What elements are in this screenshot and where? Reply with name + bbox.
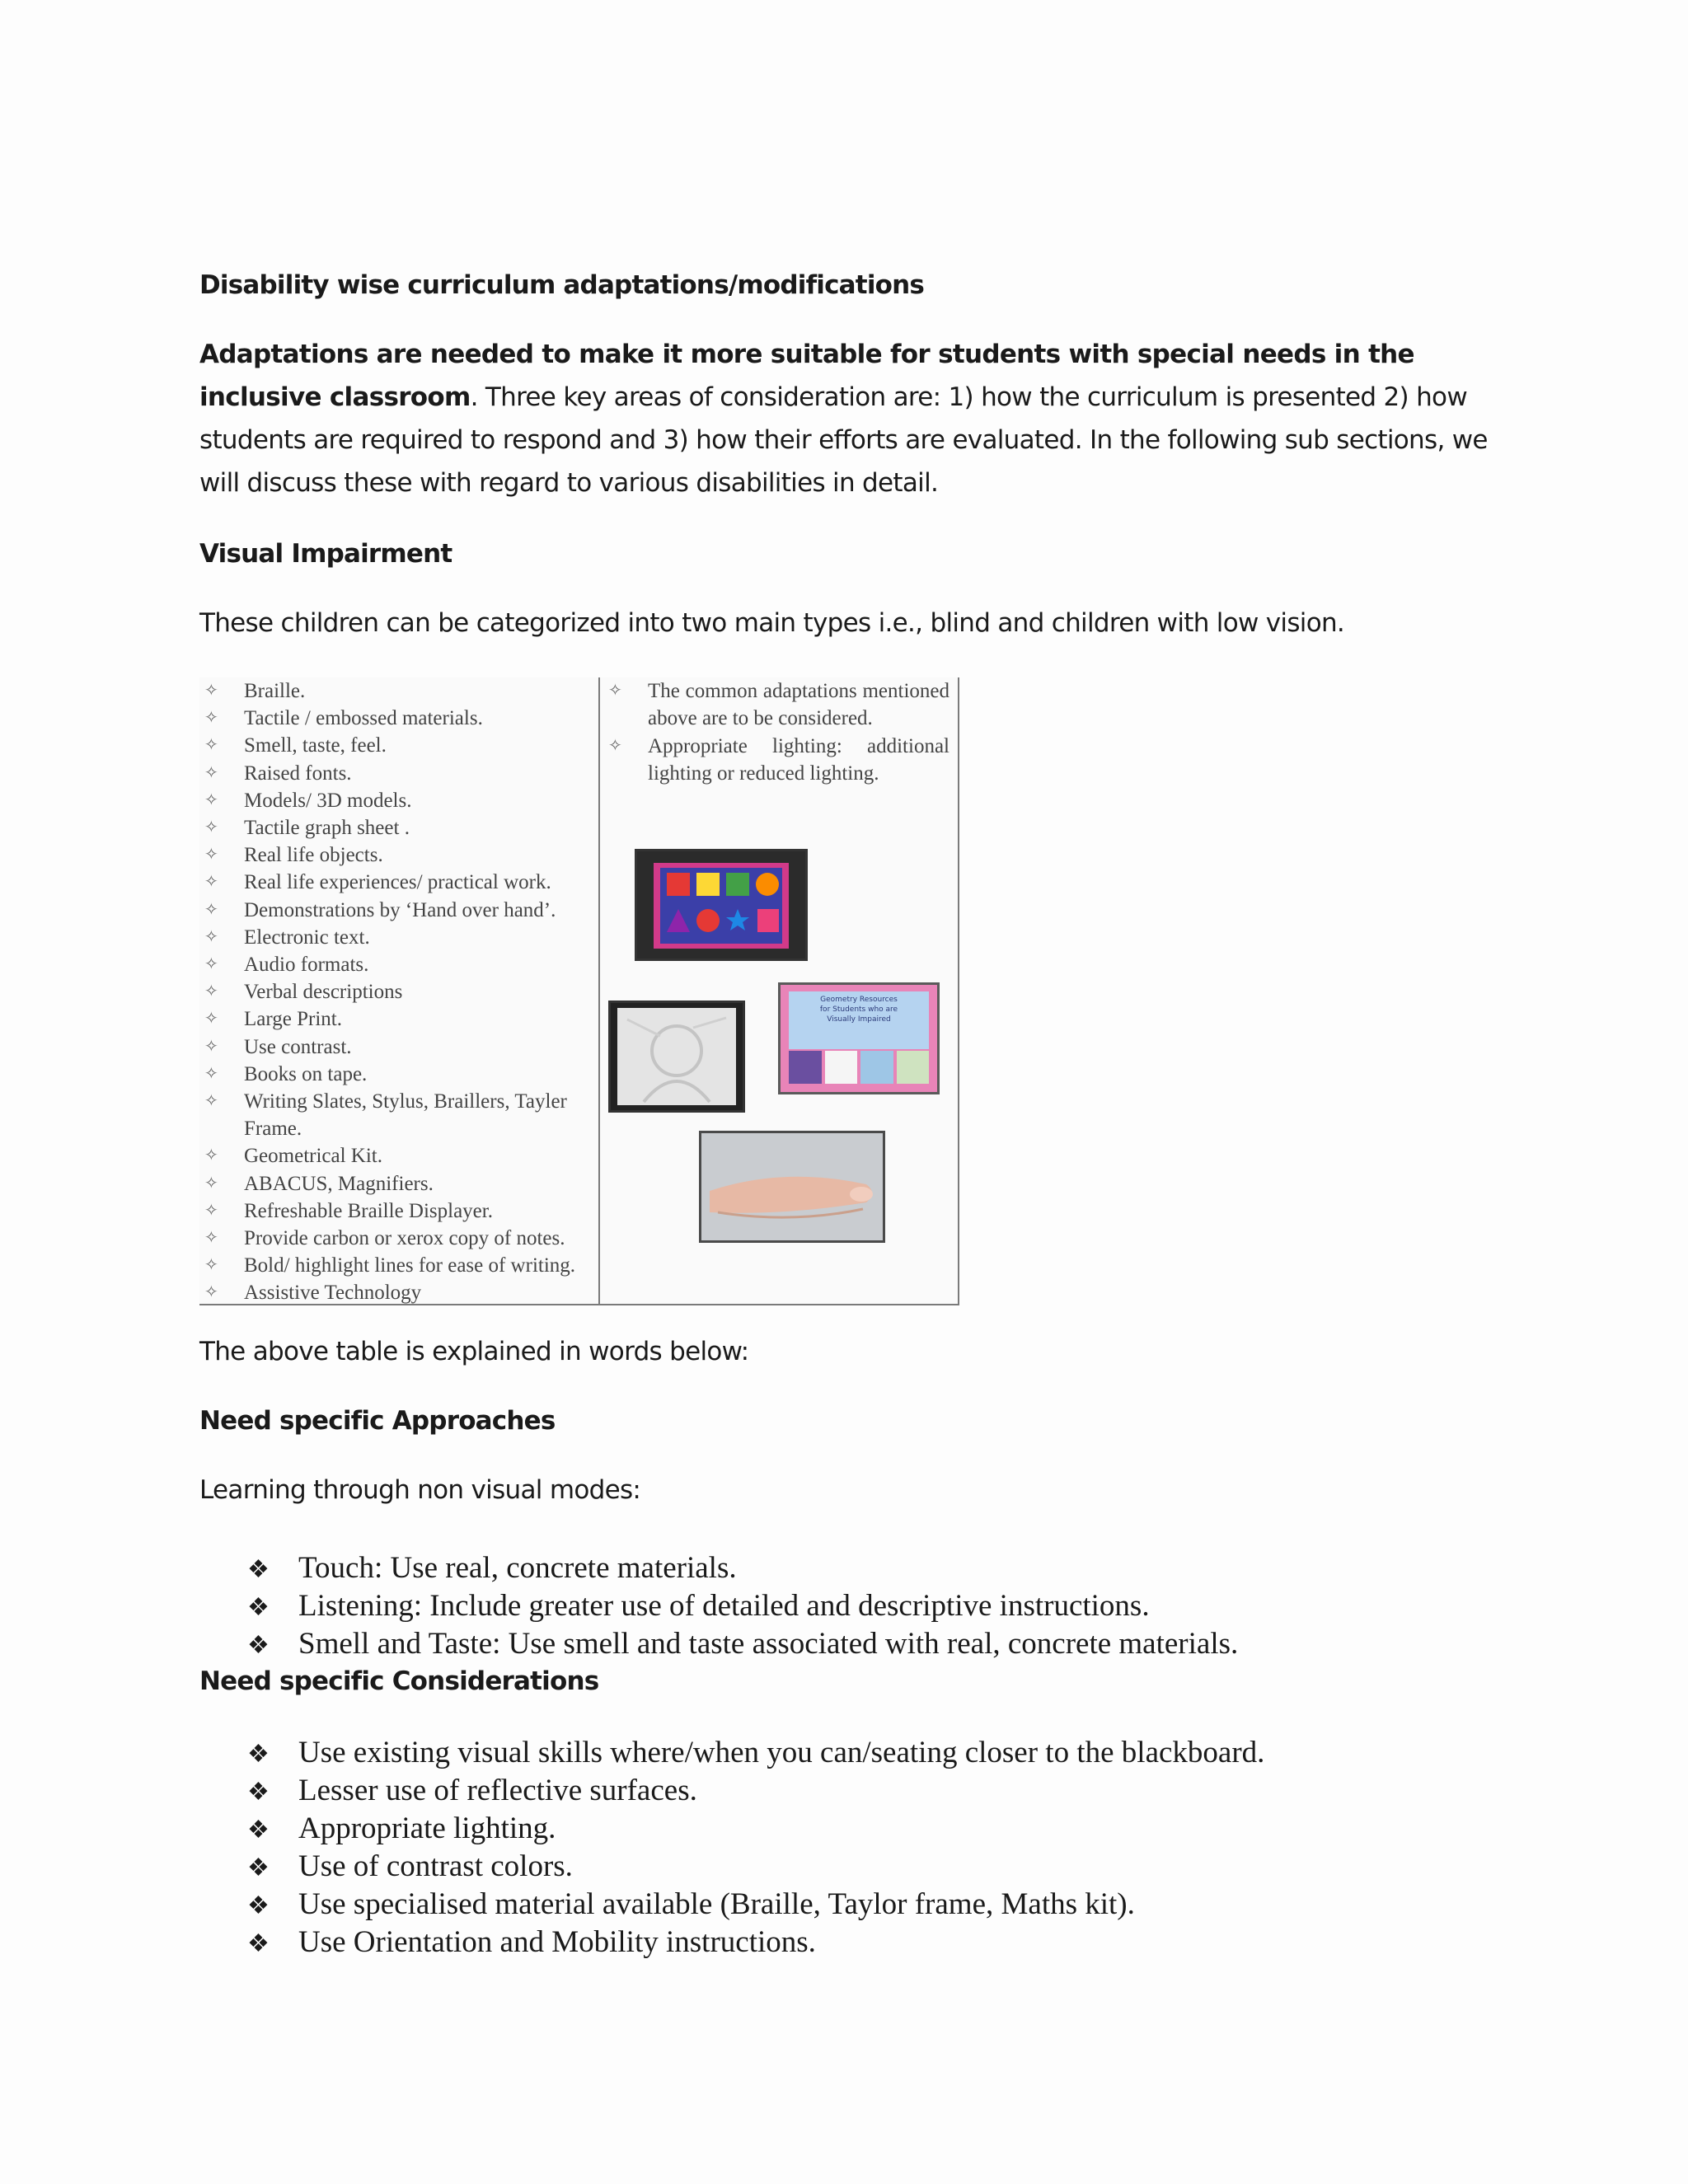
bullet-icon: ❖	[247, 1779, 270, 1806]
shape-puzzle-image	[637, 851, 805, 958]
table-item-text: Large Print.	[244, 1008, 342, 1031]
list-item	[247, 1734, 1264, 1772]
visual-impairment-heading: Visual Impairment	[199, 539, 452, 569]
table-list-item	[204, 732, 592, 759]
table-item-text: Assistive Technology	[244, 1282, 422, 1305]
approaches-list	[247, 1549, 1238, 1663]
table-list-item	[204, 1197, 592, 1225]
table-list-item	[204, 841, 592, 869]
table-item-text: Geometrical Kit.	[244, 1145, 382, 1168]
poster-caption-line: Geometry Resources	[820, 996, 898, 1004]
table-list-item	[204, 951, 592, 978]
list-item-text: Smell and Taste: Use smell and taste associated with real, concrete materials.	[298, 1627, 1239, 1661]
bullet-icon: ✧	[204, 900, 218, 919]
bullet-icon: ✧	[204, 955, 218, 974]
table-list-item	[204, 1252, 592, 1279]
list-item-text: Use specialised material available (Braille, Taylor frame, Maths kit).	[298, 1887, 1135, 1921]
bullet-icon: ✧	[204, 1256, 218, 1275]
bullet-icon: ✧	[204, 982, 218, 1001]
bullet-icon: ✧	[204, 790, 218, 809]
considerations-heading: Need specific Considerations	[199, 1666, 599, 1696]
table-list-item	[204, 1142, 592, 1169]
table-item-text: Smell, taste, feel.	[244, 734, 387, 757]
table-item-text: Use contrast.	[244, 1035, 352, 1058]
bullet-icon: ✧	[204, 818, 218, 837]
table-item-text: Demonstrations by ‘Hand over hand’.	[244, 898, 556, 921]
blind-adaptations-list	[204, 677, 592, 1307]
intro-paragraph	[199, 333, 1502, 504]
table-list-item	[204, 978, 592, 1005]
table-list-item	[204, 677, 592, 705]
bullet-icon: ✧	[204, 846, 218, 865]
table-list-item	[204, 1061, 592, 1088]
table-item-text: ABACUS, Magnifiers.	[244, 1172, 434, 1195]
adaptations-table-figure	[199, 677, 959, 1305]
bullet-icon: ✧	[204, 682, 218, 700]
bullet-icon: ❖	[247, 1816, 270, 1844]
geometry-resources-poster	[778, 982, 940, 1094]
table-item-text: Real life experiences/ practical work.	[244, 871, 551, 894]
braille-reading-photo	[699, 1131, 885, 1243]
intro-bold-lead: Adaptations are needed to make it more suitable for students with special needs in the inclusive classroom	[199, 340, 1414, 412]
table-list-item	[204, 705, 592, 732]
poster-caption-line: Visually Impaired	[827, 1015, 891, 1024]
bullet-icon: ❖	[247, 1854, 270, 1882]
bullet-icon: ✧	[204, 1010, 218, 1029]
bullet-icon: ❖	[247, 1556, 270, 1583]
bullet-icon: ❖	[247, 1741, 270, 1768]
list-item-text: Lesser use of reflective surfaces.	[298, 1774, 697, 1807]
table-item-text: Refreshable Braille Displayer.	[244, 1199, 493, 1222]
bullet-icon: ❖	[247, 1632, 270, 1659]
list-item	[247, 1772, 1264, 1810]
bullet-icon: ❖	[247, 1594, 270, 1621]
table-item-text: Audio formats.	[244, 954, 369, 977]
list-item-text: Appropriate lighting.	[298, 1811, 556, 1845]
bullet-icon: ✧	[204, 1037, 218, 1056]
visual-impairment-intro: These children can be categorized into two main types i.e., blind and children with low vision.	[199, 608, 1345, 638]
bullet-icon: ✧	[204, 1146, 218, 1165]
bullet-icon: ✧	[204, 1092, 218, 1111]
table-list-item	[204, 897, 592, 924]
table-list-item	[204, 1088, 592, 1142]
bullet-icon: ❖	[247, 1892, 270, 1919]
table-list-item	[204, 1005, 592, 1033]
shape-puzzle-photo	[635, 849, 808, 961]
table-item-text: Tactile / embossed materials.	[244, 707, 483, 730]
table-item-text: Electronic text.	[244, 926, 370, 949]
approaches-heading: Need specific Approaches	[199, 1406, 556, 1436]
table-list-item	[608, 677, 950, 733]
table-item-text: Bold/ highlight lines for ease of writing.	[244, 1254, 576, 1277]
section-heading: Disability wise curriculum adaptations/modifications	[199, 270, 925, 300]
list-item	[247, 1549, 1238, 1587]
bullet-icon: ✧	[204, 1064, 218, 1083]
list-item-text: Use of contrast colors.	[298, 1849, 573, 1883]
bullet-icon: ✧	[204, 1283, 218, 1302]
bullet-icon: ✧	[608, 682, 622, 700]
considerations-list	[247, 1734, 1264, 1961]
poster-caption	[789, 991, 929, 1049]
list-item	[247, 1924, 1264, 1961]
table-explanation: The above table is explained in words below:	[199, 1337, 749, 1366]
bullet-icon: ✧	[608, 736, 622, 755]
list-item-text: Touch: Use real, concrete materials.	[298, 1551, 737, 1585]
table-item-text: Appropriate lighting: additional lighting or reduced lighting.	[648, 734, 950, 785]
table-list-item	[608, 733, 950, 788]
table-item-text: The common adaptations mentioned above are to be considered.	[648, 680, 950, 730]
table-item-text: Models/ 3D models.	[244, 789, 412, 812]
table-item-text: Braille.	[244, 680, 306, 702]
approaches-intro: Learning through non visual modes:	[199, 1475, 641, 1505]
bullet-icon: ✧	[204, 1174, 218, 1193]
list-item-text: Use Orientation and Mobility instructions.	[298, 1925, 816, 1959]
table-item-text: Writing Slates, Stylus, Braillers, Tayler Frame.	[244, 1090, 567, 1141]
list-item	[247, 1886, 1264, 1924]
table-list-item	[204, 787, 592, 814]
low-vision-adaptations-list	[608, 677, 950, 788]
table-item-text: Tactile graph sheet .	[244, 817, 410, 840]
tactile-embossed-image	[611, 1003, 743, 1110]
braille-finger-image	[701, 1133, 883, 1240]
table-list-item	[204, 814, 592, 841]
table-list-item	[204, 1033, 592, 1061]
table-item-text: Provide carbon or xerox copy of notes.	[244, 1227, 565, 1250]
table-item-text: Raised fonts.	[244, 762, 352, 785]
table-list-item	[204, 760, 592, 787]
tactile-embossed-photo	[608, 1001, 745, 1113]
bullet-icon: ✧	[204, 1201, 218, 1220]
table-item-text: Books on tape.	[244, 1062, 368, 1085]
list-item	[247, 1587, 1238, 1625]
table-item-text: Real life objects.	[244, 844, 383, 867]
bullet-icon: ✧	[204, 1229, 218, 1248]
bullet-icon: ✧	[204, 927, 218, 946]
poster-thumbnails	[789, 1051, 929, 1084]
table-list-item	[204, 1279, 592, 1306]
bullet-icon: ✧	[204, 873, 218, 892]
list-item	[247, 1625, 1238, 1663]
bullet-icon: ✧	[204, 736, 218, 755]
bullet-icon: ✧	[204, 709, 218, 728]
table-divider	[598, 677, 600, 1304]
table-list-item	[204, 924, 592, 951]
table-list-item	[204, 1170, 592, 1197]
intro-text: . Three key areas of consideration are: 1) how the curriculum is presented 2) how students are required to respond and 3) how their efforts are evaluated. In the following sub sections, we will discuss these with regard to various disabilities in detail.	[199, 382, 1488, 498]
list-item-text: Use existing visual skills where/when you can/seating closer to the blackboard.	[298, 1736, 1265, 1769]
poster-caption-line: for Students who are	[819, 1005, 898, 1014]
table-list-item	[204, 1225, 592, 1252]
bullet-icon: ✧	[204, 763, 218, 782]
table-list-item	[204, 869, 592, 896]
list-item	[247, 1810, 1264, 1848]
list-item-text: Listening: Include greater use of detailed and descriptive instructions.	[298, 1589, 1150, 1623]
list-item	[247, 1848, 1264, 1886]
bullet-icon: ❖	[247, 1930, 270, 1957]
table-item-text: Verbal descriptions	[244, 981, 403, 1004]
